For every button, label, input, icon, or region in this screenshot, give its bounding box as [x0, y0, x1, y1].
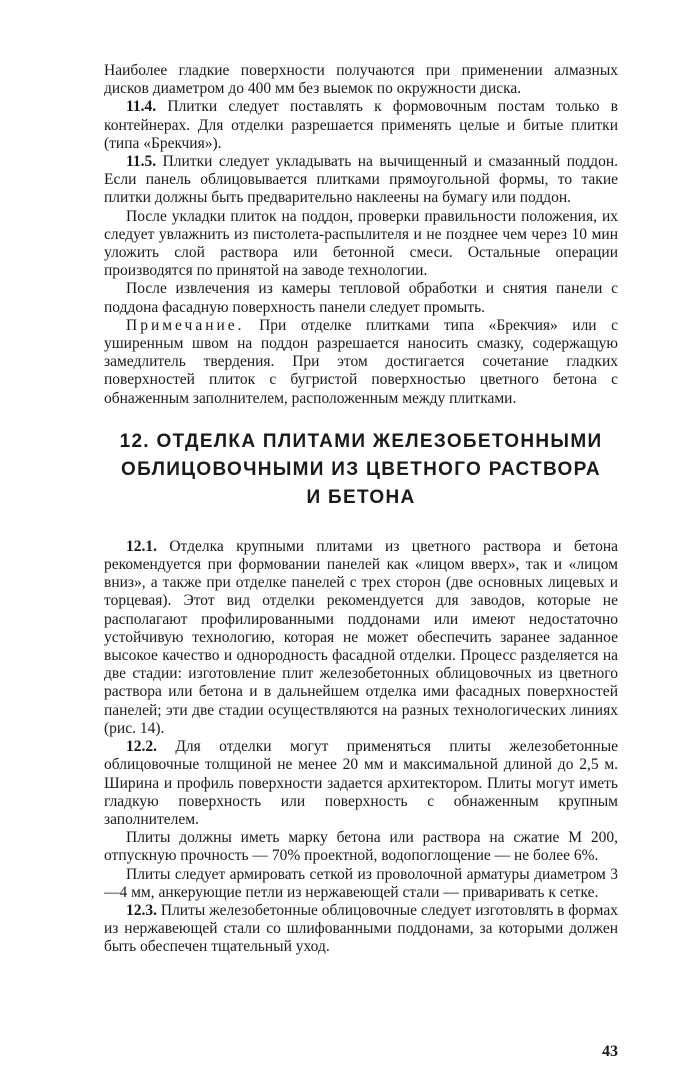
- section-heading-line: ОБЛИЦОВОЧНЫМИ ИЗ ЦВЕТНОГО РАСТВОРА: [121, 458, 601, 480]
- note-label: Примечание.: [126, 316, 245, 334]
- paragraph-11-4: [104, 98, 618, 153]
- clause-number: 12.3.: [126, 901, 157, 919]
- paragraph-11-5: [104, 153, 618, 208]
- paragraph-text: Отделка крупными плитами из цветного раствора и бетона рекомендуется при формовании панелей как «лицом вверх», так и «лицом вниз», а также при отделке панелей с трех сторон (две основных лицевых и торцевая). Этот вид отделки рекомендуется для заводов, которые не располагают профилированными поддонами или имеют недостаточно устойчивую технологию, которая не может обеспечить заранее заданное высокое качество и однородность фасадной отделки. Процесс разделяется на две стадии: изготовление плит железобетонных облицовочных из цветного раствора или бетона и в дальнейшем отделка ими фасадных поверхностей панелей; эти две стадии осуществляются на разных технологических линиях (рис. 14).: [104, 537, 618, 737]
- bottom-text-block: [104, 538, 618, 957]
- paragraph: [104, 280, 618, 316]
- paragraph: [104, 866, 618, 902]
- paragraph-12-2: [104, 738, 618, 829]
- paragraph-12-3: [104, 902, 618, 957]
- paragraph-text: Плитки следует укладывать на вычищенный и смазанный поддон. Если панель облицовывается плитками прямоугольной формы, то такие плитки должны быть предварительно наклеены на бумагу или поддон.: [104, 153, 618, 207]
- top-text-block: [104, 62, 618, 408]
- paragraph-text: После извлечения из камеры тепловой обработки и снятия панели с поддона фасадную поверхность панели следует промыть.: [104, 280, 618, 316]
- clause-number: 12.2.: [126, 738, 157, 756]
- paragraph-text: Плиты железобетонные облицовочные следует изготовлять в формах из нержавеющей стали со шлифованными поддонами, за которыми должен быть обеспечен тщательный уход.: [104, 901, 618, 956]
- paragraph-text: Плиты должны иметь марку бетона или раствора на сжатие М 200, отпускную прочность — 70% проектной, водопоглощение — не более 6%.: [104, 829, 618, 865]
- note-paragraph: [104, 317, 618, 408]
- note-text: При отделке плитками типа «Брекчия» или с уширенным швом на поддон разрешается наносить смазку, содержащую замедлитель твердения. При этом достигается сочетание гладких поверхностей плиток с бугристой поверхностью цветного бетона с обнаженным заполнителем, расположенным между плитками.: [104, 316, 618, 407]
- clause-number: 11.5.: [126, 153, 157, 171]
- paragraph-text: Плиты следует армировать сеткой из проволочной арматуры диаметром 3—4 мм, анкерующие петли из нержавеющей стали — приваривать к сетке.: [104, 865, 618, 901]
- paragraph-12-1: [104, 538, 618, 738]
- paragraph-text: Плитки следует поставлять к формовочным постам только в контейнерах. Для отделки разрешается применять целые и битые плитки (типа «Брекчия»).: [104, 98, 618, 152]
- paragraph-continued: [104, 62, 618, 98]
- section-heading: [104, 428, 618, 512]
- paragraph-text: После укладки плиток на поддон, проверки правильности положения, их следует увлажнить из пистолета-распылителя и не позднее чем через 10 мин уложить слой раствора или бетонной смеси. Остальные операции производятся по принятой на заводе технологии.: [104, 207, 618, 280]
- section-heading-line: 12. ОТДЕЛКА ПЛИТАМИ ЖЕЛЕЗОБЕТОННЫМИ: [119, 430, 603, 452]
- page-number: 43: [602, 1043, 618, 1060]
- paragraph: [104, 829, 618, 865]
- section-heading-line: И БЕТОНА: [306, 486, 416, 508]
- paragraph: [104, 208, 618, 281]
- paragraph-text: Наиболее гладкие поверхности получаются при применении алмазных дисков диаметром до 400 мм без выемок по окружности диска.: [104, 62, 618, 98]
- clause-number: 11.4.: [126, 98, 157, 116]
- clause-number: 12.1.: [126, 537, 157, 555]
- paragraph-text: Для отделки могут применяться плиты железобетонные облицовочные толщиной не менее 20 мм и максимальной длиной до 2,5 м. Ширина и профиль поверхности задается архитектором. Плиты могут иметь гладкую поверхность или поверхность с обнаженным крупным заполнителем.: [104, 738, 618, 828]
